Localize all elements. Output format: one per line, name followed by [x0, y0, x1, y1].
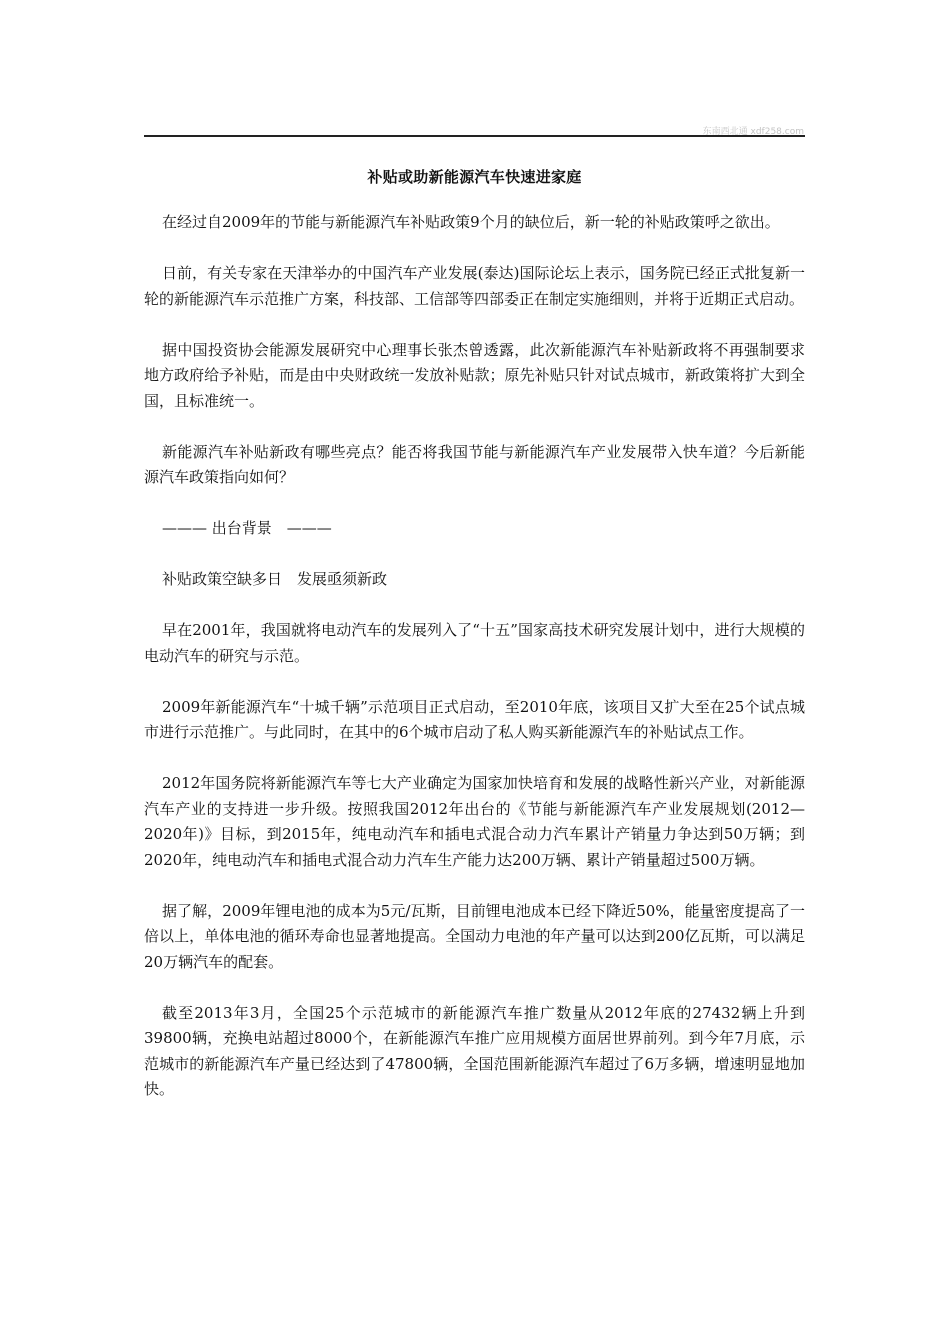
paragraph-intro: 在经过自2009年的节能与新能源汽车补贴政策9个月的缺位后，新一轮的补贴政策呼之欲出。	[162, 213, 780, 231]
paragraph-approval: 日前，有关专家在天津举办的中国汽车产业发展(泰达)国际论坛上表示，国务院已经正式批复新一轮的新能源汽车示范推广方案，科技部、工信部等四部委正在制定实施细则，并将于近期正式启动。	[144, 264, 805, 308]
paragraph-2001: 早在2001年，我国就将电动汽车的发展列入了“十五”国家高技术研究发展计划中，进行大规模的电动汽车的研究与示范。	[144, 621, 805, 665]
article-title: 补贴或助新能源汽车快速进家庭	[367, 168, 582, 186]
paragraph-questions: 新能源汽车补贴新政有哪些亮点？能否将我国节能与新能源汽车产业发展带入快车道？今后新能源汽车政策指向如何？	[144, 442, 805, 486]
paragraph-new-policy: 据中国投资协会能源发展研究中心理事长张杰曾透露，此次新能源汽车补贴新政将不再强制要求地方政府给予补贴，而是由中央财政统一发放补贴款；原先补贴只针对试点城市，新政策将扩大到全国，且标准统一。	[144, 340, 805, 410]
site-watermark: 东南西北通 xdf258.com	[702, 127, 804, 137]
header-rule	[144, 135, 805, 137]
paragraph-2009: 2009年新能源汽车“十城千辆”示范项目正式启动，至2010年底，该项目又扩大至在25个试点城市进行示范推广。与此同时，在其中的6个城市启动了私人购买新能源汽车的补贴试点工作。	[144, 697, 805, 741]
paragraph-2012: 2012年国务院将新能源汽车等七大产业确定为国家加快培育和发展的战略性新兴产业，对新能源汽车产业的支持进一步升级。按照我国2012年出台的《节能与新能源汽车产业发展规划(2012—2020年)》目标，到2015年，纯电动汽车和插电式混合动力汽车累计产销量力争达到50万辆；到2020年，纯电动汽车和插电式混合动力汽车生产能力达200万辆、累计产销量超过500万辆。	[144, 774, 805, 869]
paragraph-2013: 截至2013年3月，全国25个示范城市的新能源汽车推广数量从2012年底的27432辆上升到39800辆，充换电站超过8000个，在新能源汽车推广应用规模方面居世界前列。到今年7月底，示范城市的新能源汽车产量已经达到了47800辆，全国范围新能源汽车超过了6万多辆，增速明显地加快。	[144, 1003, 805, 1098]
paragraph-battery: 据了解，2009年锂电池的成本为5元/瓦斯，目前锂电池成本已经下降近50%，能量密度提高了一倍以上，单体电池的循环寿命也显著地提高。全国动力电池的年产量可以达到200亿瓦斯，可以满足20万辆汽车的配套。	[144, 901, 805, 971]
article-body	[144, 210, 805, 1128]
section-subheading: 补贴政策空缺多日 发展亟须新政	[162, 570, 388, 588]
section-heading-background: ——— 出台背景 ———	[162, 519, 332, 537]
